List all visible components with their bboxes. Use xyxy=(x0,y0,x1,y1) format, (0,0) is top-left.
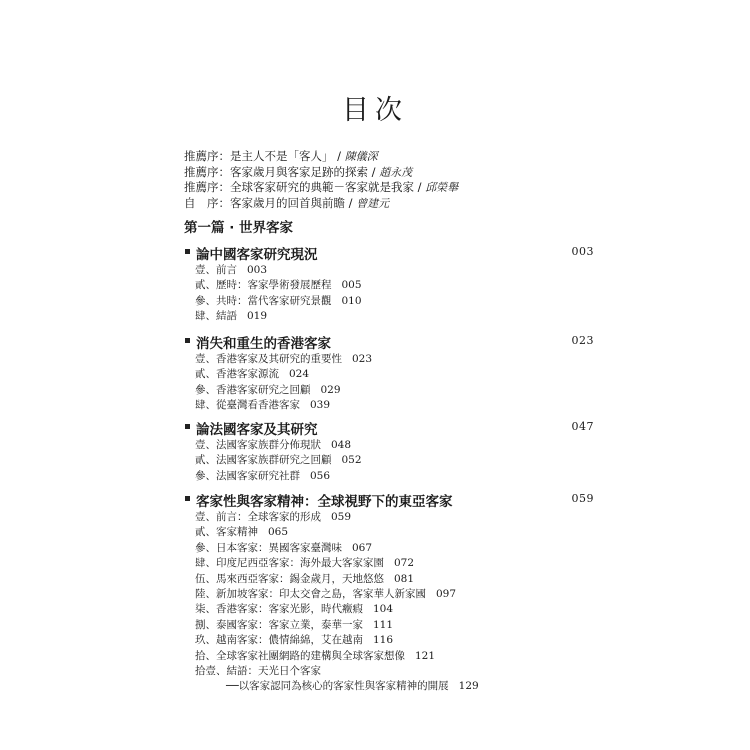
section-page-number: 047 xyxy=(571,420,594,433)
preface-author: 邱榮舉 xyxy=(425,181,459,194)
entry-title: 貳、客家精神 xyxy=(195,526,258,539)
toc-entry[interactable] xyxy=(184,679,594,694)
preface-entry xyxy=(184,149,604,165)
entry-page-number: 059 xyxy=(331,511,352,523)
entry-page-number: 052 xyxy=(341,454,362,467)
entry-title: 參、日本客家：異國客家臺灣味 xyxy=(195,541,342,554)
toc-entry[interactable] xyxy=(184,367,594,382)
toc-entry[interactable] xyxy=(184,438,594,453)
entry-title: 壹、香港客家及其研究的重要性 xyxy=(195,353,342,365)
entry-title: 玖、越南客家：儂情綿綿，艾在越南 xyxy=(195,634,363,647)
entry-page-number: 056 xyxy=(310,469,331,482)
preface-list xyxy=(184,149,604,211)
section-title: 論中國客家研究現況 xyxy=(196,247,318,263)
entry-page-number: 065 xyxy=(268,526,289,539)
toc-entry[interactable] xyxy=(184,383,594,398)
section-page-number: 059 xyxy=(571,492,594,505)
entry-title: 參、共時：當代客家研究景觀 xyxy=(195,294,332,307)
preface-entry xyxy=(184,165,604,181)
preface-author: 曾建元 xyxy=(356,196,390,210)
entry-page-number: 116 xyxy=(373,634,394,647)
square-bullet-icon xyxy=(185,496,190,501)
toc-entry[interactable] xyxy=(184,541,594,556)
entry-page-number: 104 xyxy=(373,603,394,616)
toc-entry[interactable] xyxy=(184,633,594,648)
entry-page-number: 067 xyxy=(352,541,373,554)
section-heading[interactable] xyxy=(184,490,594,510)
entry-title: 壹、前言 xyxy=(195,264,237,276)
entry-page-number: 005 xyxy=(341,279,362,292)
entry-title: 貳、法國客家族群研究之回顧 xyxy=(195,454,332,467)
toc-entry[interactable] xyxy=(184,398,594,413)
entry-page-number: 072 xyxy=(394,557,415,570)
toc-entry[interactable] xyxy=(184,556,594,571)
toc-entry[interactable] xyxy=(184,263,594,278)
square-bullet-icon xyxy=(185,249,190,254)
toc-entry[interactable] xyxy=(184,278,594,293)
entry-page-number: 010 xyxy=(341,294,362,307)
section-heading[interactable] xyxy=(184,243,594,263)
entry-title: 參、法國客家研究社群 xyxy=(195,469,300,482)
entry-title: 拾壹、結語：天光日个客家 xyxy=(195,665,321,678)
section-title: 論法國客家及其研究 xyxy=(196,422,318,438)
section-title: 客家性與客家精神：全球視野下的東亞客家 xyxy=(196,494,453,510)
entry-title: 貳、歷時：客家學術發展歷程 xyxy=(195,279,332,292)
toc-entry[interactable] xyxy=(184,294,594,309)
entry-title: 壹、法國客家族群分佈現狀 xyxy=(195,439,321,451)
entry-title: 壹、前言：全球客家的形成 xyxy=(195,511,321,523)
entry-title: 柒、香港客家：客家光影，時代癥瘕 xyxy=(195,603,363,616)
entry-title: 肆、印度尼西亞客家：海外最大客家家園 xyxy=(195,557,384,570)
entry-page-number: 003 xyxy=(247,264,268,276)
toc-section xyxy=(184,243,594,325)
toc-section xyxy=(184,418,594,484)
entry-title: 參、香港客家研究之回顧 xyxy=(195,383,311,396)
entry-title: 陸、新加坡客家：印太交會之島，客家華人新家國 xyxy=(195,588,426,601)
entry-page-number: 029 xyxy=(320,383,341,396)
toc-entry[interactable] xyxy=(184,510,594,525)
entry-page-number: 048 xyxy=(331,439,352,451)
entry-title: 貳、香港客家源流 xyxy=(195,368,279,381)
separator: / xyxy=(368,164,380,179)
preface-title: 推薦序：客家歲月與客家足跡的探索 xyxy=(184,164,368,179)
entry-page-number: 023 xyxy=(352,353,373,365)
preface-author: 陳儀深 xyxy=(344,150,378,163)
toc-entry[interactable] xyxy=(184,602,594,617)
toc-entry[interactable] xyxy=(184,352,594,367)
toc-entry[interactable] xyxy=(184,587,594,602)
entry-page-number: 081 xyxy=(394,572,415,585)
section-page-number: 023 xyxy=(571,334,594,347)
preface-entry xyxy=(184,196,604,212)
toc-entry[interactable] xyxy=(184,618,594,633)
entry-page-number: 019 xyxy=(247,310,268,323)
square-bullet-icon xyxy=(185,424,190,429)
separator: / xyxy=(345,195,357,210)
entry-page-number: 111 xyxy=(373,618,394,631)
toc-entry[interactable] xyxy=(184,649,594,664)
toc-entry[interactable] xyxy=(184,664,594,679)
entry-page-number: 039 xyxy=(310,399,331,412)
page-title: 目次 xyxy=(342,95,408,126)
toc-entry[interactable] xyxy=(184,572,594,587)
entry-title: ──以客家認同為核心的客家性與客家精神的開展 xyxy=(226,680,449,693)
entry-page-number: 121 xyxy=(415,649,436,662)
toc-entry[interactable] xyxy=(184,469,594,484)
toc-section xyxy=(184,332,594,414)
section-page-number: 003 xyxy=(571,245,594,258)
entry-title: 拾、全球客家社團網路的建構與全球客家想像 xyxy=(195,649,405,662)
entry-page-number: 097 xyxy=(436,588,457,601)
preface-entry xyxy=(184,180,604,196)
entry-title: 伍、馬來西亞客家：錫金歲月，天地悠悠 xyxy=(195,572,384,585)
preface-author: 趙永茂 xyxy=(379,165,413,179)
section-title: 消失和重生的香港客家 xyxy=(196,336,331,352)
entry-title: 肆、結語 xyxy=(195,310,237,323)
entry-title: 肆、從臺灣看香港客家 xyxy=(195,399,300,412)
part-title: 第一篇 · 世界客家 xyxy=(184,220,294,236)
separator: / xyxy=(333,149,345,163)
preface-title: 自 序：客家歲月的回首與前瞻 xyxy=(184,195,345,210)
square-bullet-icon xyxy=(185,338,190,343)
toc-entry[interactable] xyxy=(184,309,594,324)
toc-entry[interactable] xyxy=(184,453,594,468)
section-heading[interactable] xyxy=(184,418,594,438)
section-heading[interactable] xyxy=(184,332,594,352)
toc-entry[interactable] xyxy=(184,525,594,540)
toc-section xyxy=(184,490,594,695)
separator: / xyxy=(414,180,426,194)
entry-title: 捌、泰國客家：客家立業，泰華一家 xyxy=(195,618,363,631)
entry-page-number: 129 xyxy=(458,680,479,693)
entry-page-number: 024 xyxy=(289,368,310,381)
preface-title: 推薦序：是主人不是「客人」 xyxy=(184,149,334,163)
preface-title: 推薦序：全球客家研究的典範－客家就是我家 xyxy=(184,180,414,194)
